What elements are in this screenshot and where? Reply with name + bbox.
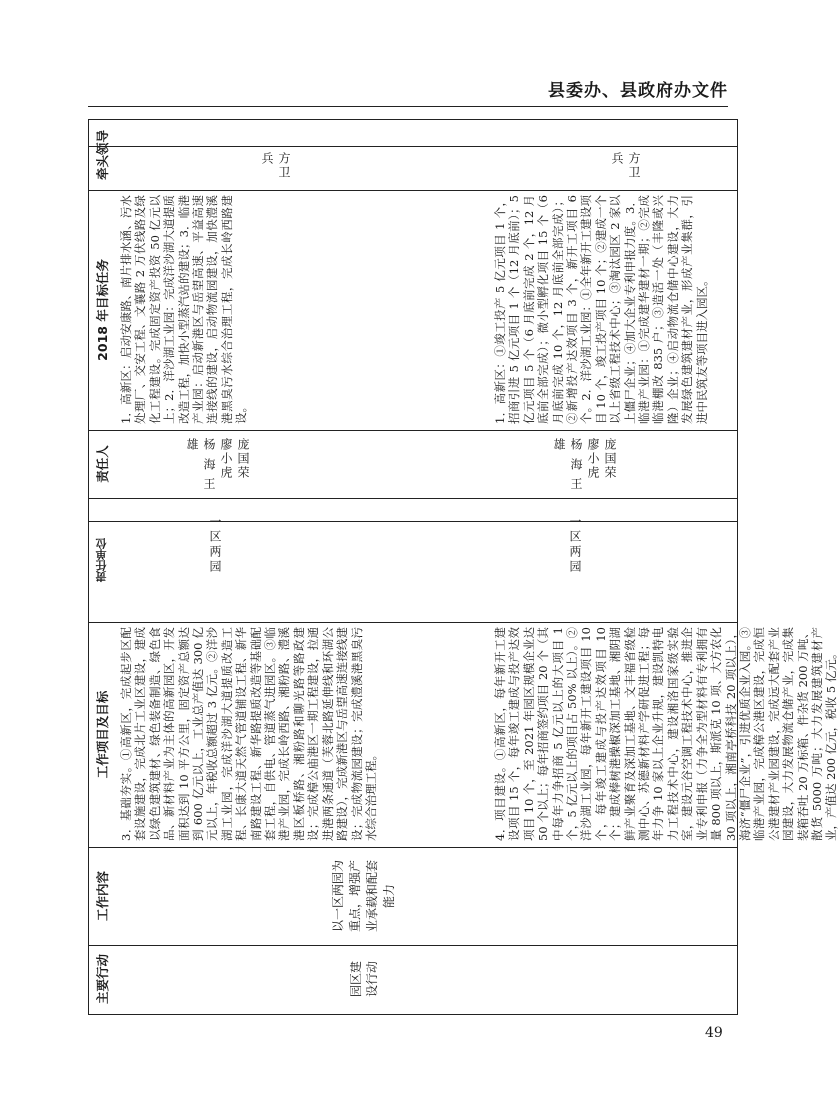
person-cell-2: 庞国荣 廖小虎 杨 海 王 雄 xyxy=(552,438,617,492)
header-leader: 牵头领导 xyxy=(94,130,110,181)
column-divider-e xyxy=(89,430,737,431)
action-label: 园区建设行动 xyxy=(349,961,379,998)
person-cell-1: 庞国荣 廖小虎 杨 海 王 雄 xyxy=(185,438,250,492)
header-content: 工作内容 xyxy=(94,871,110,922)
page-number: 49 xyxy=(705,1025,723,1041)
content-label: 以一区两园为重点，增强产业承载和配套能力 xyxy=(331,860,396,933)
header-action: 主要行动 xyxy=(94,954,110,1005)
header-task: 2018 年目标任务 xyxy=(94,259,110,361)
header-project: 工作项目及目标 xyxy=(94,690,110,779)
leader-cell-1: 方卫兵 xyxy=(260,152,291,180)
header-title: 县委办、县政府办文件 xyxy=(548,81,728,101)
column-divider-d xyxy=(89,498,737,499)
leader-cell-2: 方卫兵 xyxy=(610,152,641,180)
task-cell-2: 1．高新区：①竣工投产 5 亿元项目 1 个，招商引进 5 亿元项目 1 个（12 月底前）；5 亿元项目 5 个（6 月底前完成 2 个，12 月底前全部完成）；微小型孵化项目 15 个（6 月底前完成 10 个，12 月底前全部完成）；②新增投产达效项目 3 个，新开工项目 6 个。2．洋沙湖工业园：①全年新开工建设项目 10 个，竣工投产项目 10 个；②建成一个以上省级工程技术中心；③淘汰园区 2 家以上僵尸企业；④加大企业专利申报力度。3．临港产业园：①完成建华建材一期；②完成临港棚改 835 户；③造活一处（丰隆或兴隆）企业；④启动物流仓储中心建设，大力发展绿色建筑建材产业，形成产业集群，引进中民筑友等项目进入园区。 xyxy=(493,195,709,424)
header-unit: 责任单位 xyxy=(95,538,108,582)
project-cell-2: 4．项目建设。①高新区，每年新开工建设项目 15 个，每年竣工建成与投产达效项目 10 个，至 2021 年园区规模企业达 50 个以上；每年招商签约项目 20 个（其中每年力争招商 5 亿元以上的大项目 1 个，5 亿元以上的项目占 50% 以上）。②洋沙湖工业园，每年新开工建设项目 10 个，每年竣工建成与投产达效项目 10 个；建成棒树港操椒深加工基地、湘阴湖鲜产业聚育及深加工基地、文丰福省级检测中心、苏德新材料产学研促进工程；每年力争 10 家以上企业升规，建设凯特电力工程技术中心，建设湘洛国家级实验室，建设元谷空调工程技术中心，推进企业专利申报（力争全为型材料有专利拥有量 800 项以上，斯派克 10 项、大方农化 30 项以上，湘南亭桥科技 20 项以上），海济“僵尸企业”，引进优质企业入园。③临港产业园，完成樟公港区建设，完成恒公港建材产业园建设，完成远大配套产业园建设，大力发展物流仓储产业，完成集装箱吞吐 20 万标箱、件杂货 200 万吨、散货 5000 万吨；大力发展建筑建材产业，产值达 200 亿元，税收 5 亿元。 xyxy=(493,627,839,841)
project-cell-1: 3．基础夯实。①高新区，完成起步区配套设施建设，完成北片工业区建设，建成以绿色建筑建材、绿色装备制造、绿色食品、新材料产业为主体的高新园区，开发面积达到 10 平方公里，固定资产总额达到 600 亿元以上，工业总产值达 300 亿元以上，年税收总额超过 3 亿元。②洋沙湖工业园，完成洋沙湖大道提质改造工程、长康大道天然气管道铺设工程、新华南路建设工程、新华路提质改造等基础配套工程，自供电、管道蒸气进园区。③临港产业园，完成长岭西路、湘粉路、澧溪港区板桥路、湘粉路和聊光路等路政建设；完成樟公庙港区一期工程建设，拉通进港两条通道（芙蓉北路延伸线和环湖公路建设），完成新港区与岳望高速连接线建设；完成物流园建设；完成澧溪港黑臭污水综合治理工程。 xyxy=(119,627,378,841)
unit-cell-2: 一区两园 xyxy=(568,515,582,575)
work-table xyxy=(88,119,839,1015)
unit-cell-1: 一区两园 xyxy=(208,515,222,575)
row-divider xyxy=(89,521,737,522)
table-header-row xyxy=(89,120,737,147)
header-rule xyxy=(88,106,728,107)
header-person: 责任人 xyxy=(94,445,110,483)
task-cell-1: 1．高新区：启动安康路、南片排水涵、污水处理厂、交安工程、文襄路 2 万伏线路及绿化工程建设。完成固定资产投资 50 亿元以上；2．洋沙湖工业园：完成洋沙湖大道提质改造工程，加快小型蒸汽站的建设；3．临港产业园：启动新港区与岳望高速、平益高速连接线的建设，启动物流园建设，加快澧溪港黑臭污水综合治理工程，完成长岭西路建设。 xyxy=(119,195,249,424)
